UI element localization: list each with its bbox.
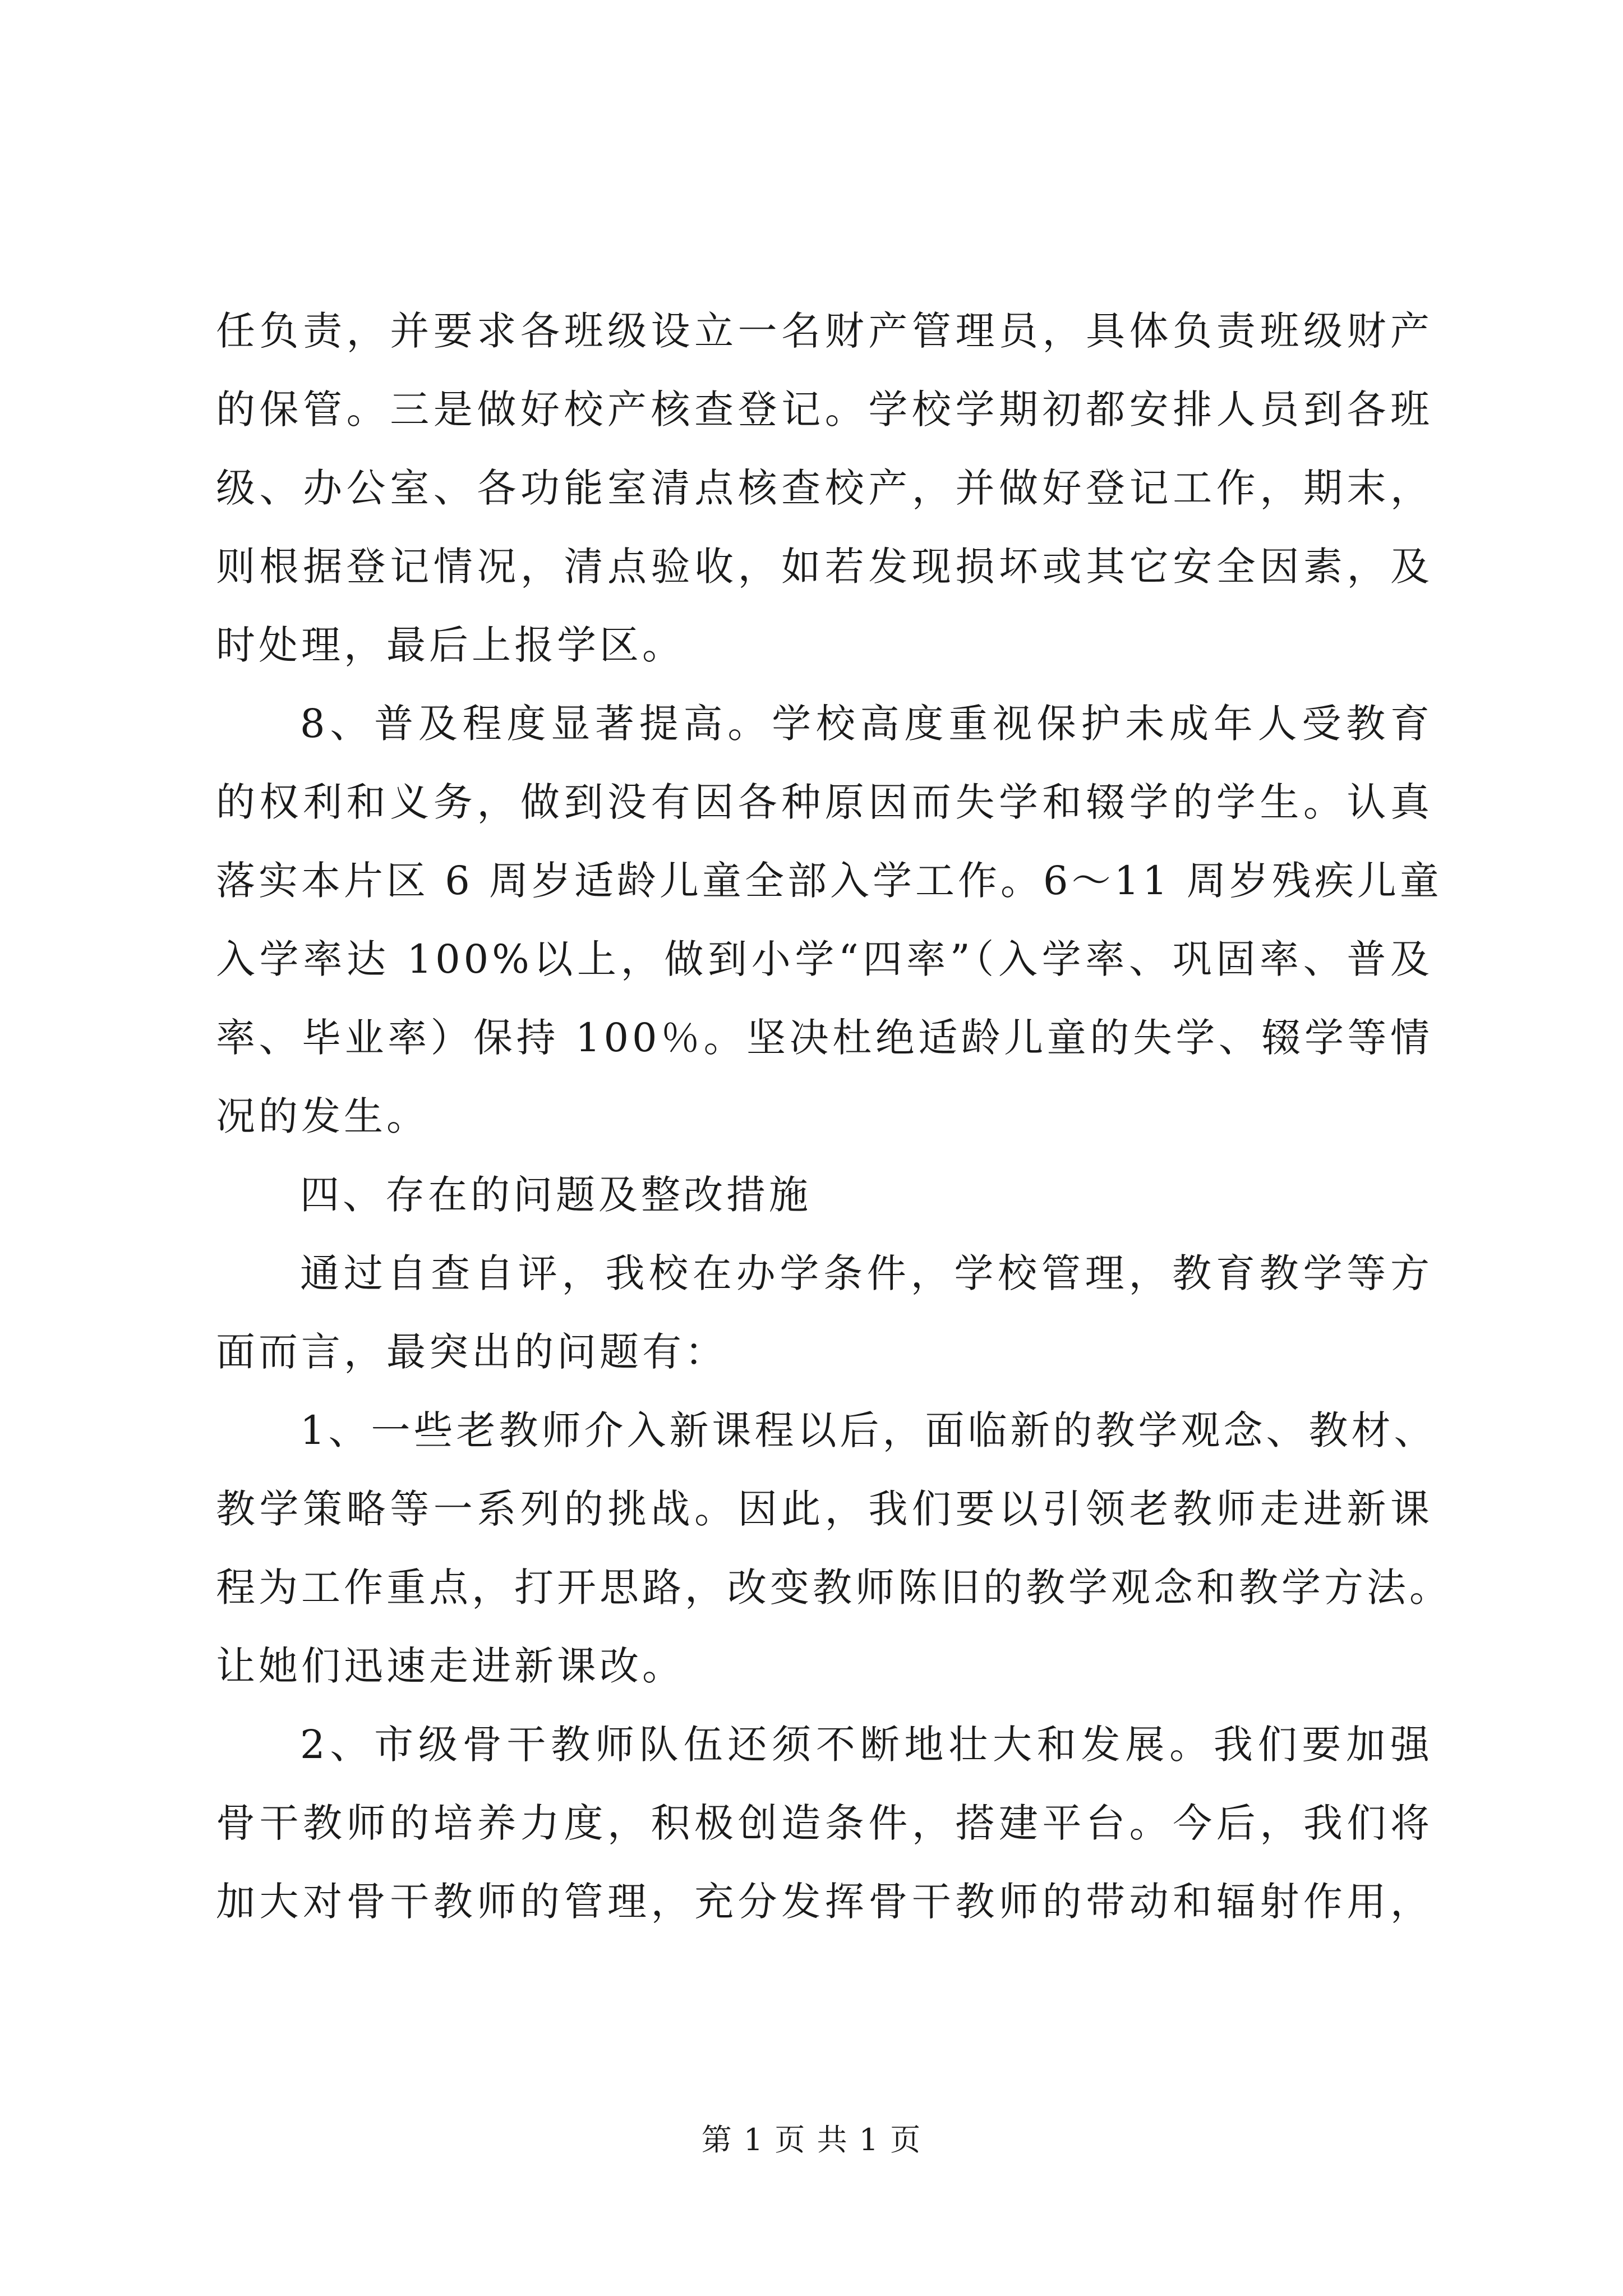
paragraph-2-line-6: 况的发生。: [216, 1093, 429, 1139]
paragraph-5-line-3: 加大对骨干教师的管理，充分发挥骨干教师的带动和辐射作用，: [216, 1879, 1433, 1925]
paragraph-1-line-1: 任负责，并要求各班级设立一名财产管理员，具体负责班级财产: [216, 308, 1433, 354]
paragraph-5-line-1: 2、市级骨干教师队伍还须不断地壮大和发展。我们要加强: [300, 1722, 1433, 1768]
document-body: [216, 292, 1452, 1941]
paragraph-4-line-4: 让她们迅速走进新课改。: [216, 1643, 685, 1689]
section-heading: 四、存在的问题及整改措施: [300, 1172, 811, 1218]
paragraph-4-line-3: 程为工作重点，打开思路，改变教师陈旧的教学观念和教学方法。: [216, 1565, 1452, 1611]
paragraph-3-line-2: 面而言，最突出的问题有：: [216, 1329, 727, 1375]
page-number-footer: 第 1 页 共 1 页: [701, 2122, 922, 2157]
paragraph-1-line-4: 则根据登记情况，清点验收，如若发现损坏或其它安全因素，及: [216, 544, 1433, 590]
paragraph-4-line-1: 1、一些老教师介入新课程以后，面临新的教学观念、教材、: [300, 1407, 1437, 1453]
paragraph-1-line-5: 时处理，最后上报学区。: [216, 622, 685, 668]
paragraph-4-line-2: 教学策略等一系列的挑战。因此，我们要以引领老教师走进新课: [216, 1486, 1433, 1532]
paragraph-3-line-1: 通过自查自评，我校在办学条件，学校管理，教育教学等方: [300, 1250, 1433, 1296]
paragraph-2-line-5: 率、毕业率）保持 100％。坚决杜绝适龄儿童的失学、辍学等情: [216, 1015, 1433, 1061]
paragraph-1-line-3: 级、办公室、各功能室清点核查校产，并做好登记工作，期末，: [216, 465, 1433, 511]
paragraph-2-line-2: 的权利和义务，做到没有因各种原因而失学和辍学的学生。认真: [216, 779, 1433, 825]
paragraph-5-line-2: 骨干教师的培养力度，积极创造条件，搭建平台。今后，我们将: [216, 1800, 1433, 1846]
paragraph-2-line-4: 入学率达 100%以上，做到小学“四率”（入学率、巩固率、普及: [216, 936, 1433, 982]
paragraph-2-line-1: 8、普及程度显著提高。学校高度重视保护未成年人受教育: [300, 701, 1433, 747]
paragraph-2-line-3: 落实本片区 6 周岁适龄儿童全部入学工作。6～11 周岁残疾儿童: [216, 858, 1442, 904]
paragraph-1-line-2: 的保管。三是做好校产核查登记。学校学期初都安排人员到各班: [216, 386, 1433, 432]
